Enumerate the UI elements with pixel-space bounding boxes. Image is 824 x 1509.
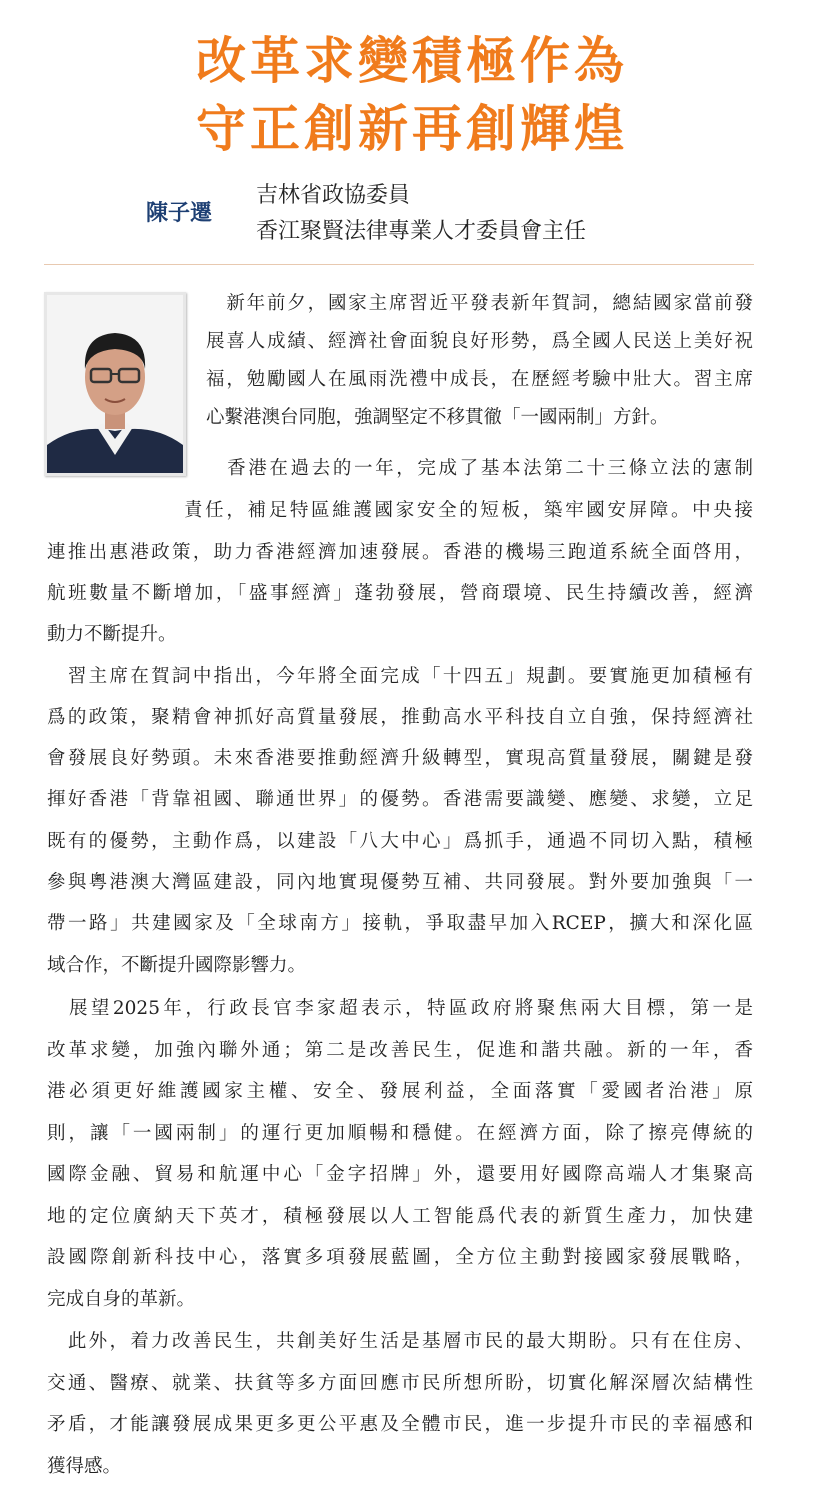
- body-line: 獲得感。: [47, 1456, 122, 1477]
- body-line: 揮好香港「背靠祖國、聯通世界」的優勢。香港需要識變、應變、求變，立足: [47, 789, 753, 810]
- body-line: 爲的政策，聚精會神抓好高質量發展，推動高水平科技自立自強，保持經濟社: [47, 707, 753, 728]
- body-line: 交通、醫療、就業、扶貧等多方面回應市民所想所盼，切實化解深層次結構性: [47, 1373, 753, 1394]
- author-name: 陳子遷: [146, 201, 213, 226]
- body-line: 航班數量不斷增加，「盛事經濟」蓬勃發展，營商環境、民生持續改善，經濟: [47, 583, 753, 604]
- body-line: 會發展良好勢頭。未來香港要推動經濟升級轉型，實現高質量發展，關鍵是發: [47, 748, 753, 769]
- author-photo: [44, 292, 186, 476]
- body-line: 帶一路」共建國家及「全球南方」接軌，爭取盡早加入RCEP，擴大和深化區: [47, 913, 753, 934]
- body-line: 福，勉勵國人在風雨洗禮中成長，在歷經考驗中壯大。習主席: [206, 369, 753, 390]
- header-divider: [44, 264, 754, 265]
- body-line: 展望2025年，行政長官李家超表示，特區政府將聚焦兩大目標，第一是: [47, 998, 753, 1019]
- body-line: 矛盾，才能讓發展成果更多更公平惠及全體市民，進一步提升市民的幸福感和: [47, 1414, 753, 1435]
- body-line: 香港在過去的一年，完成了基本法第二十三條立法的憲制: [206, 458, 753, 479]
- headline-line-2: 守正創新再創輝煌: [196, 100, 628, 158]
- author-role-2: 香江聚賢法律專業人才委員會主任: [256, 219, 587, 244]
- body-line: 連推出惠港政策，助力香港經濟加速發展。香港的機場三跑道系統全面啓用，: [47, 542, 753, 563]
- body-line: 地的定位廣納天下英才，積極發展以人工智能爲代表的新質生產力，加快建: [47, 1206, 753, 1227]
- author-role-1: 吉林省政協委員: [256, 183, 411, 208]
- portrait-image: [47, 295, 183, 473]
- body-line: 設國際創新科技中心，落實多項發展藍圖，全方位主動對接國家發展戰略，: [47, 1247, 753, 1268]
- body-line: 習主席在賀詞中指出，今年將全面完成「十四五」規劃。要實施更加積極有: [47, 666, 753, 687]
- body-line: 動力不斷提升。: [47, 624, 177, 645]
- headline-line-1: 改革求變積極作為: [196, 32, 628, 90]
- body-line: 參與粵港澳大灣區建設，同內地實現優勢互補、共同發展。對外要加強與「一: [47, 872, 753, 893]
- body-line: 新年前夕，國家主席習近平發表新年賀詞，總結國家當前發: [206, 293, 753, 314]
- body-line: 此外，着力改善民生，共創美好生活是基層市民的最大期盼。只有在住房、: [47, 1331, 753, 1352]
- body-line: 責任，補足特區維護國家安全的短板，築牢國安屏障。中央接: [184, 500, 753, 521]
- body-line: 展喜人成績、經濟社會面貌良好形勢，爲全國人民送上美好祝: [206, 331, 753, 352]
- body-line: 心繫港澳台同胞，強調堅定不移貫徹「一國兩制」方針。: [206, 407, 669, 428]
- body-line: 則，讓「一國兩制」的運行更加順暢和穩健。在經濟方面，除了擦亮傳統的: [47, 1123, 753, 1144]
- body-line: 港必須更好維護國家主權、安全、發展利益，全面落實「愛國者治港」原: [47, 1081, 753, 1102]
- body-line: 域合作，不斷提升國際影響力。: [47, 955, 307, 976]
- body-line: 既有的優勢，主動作爲，以建設「八大中心」爲抓手，通過不同切入點，積極: [47, 831, 753, 852]
- body-line: 完成自身的革新。: [47, 1289, 196, 1310]
- body-line: 國際金融、貿易和航運中心「金字招牌」外，還要用好國際高端人才集聚高: [47, 1164, 753, 1185]
- body-line: 改革求變，加強內聯外通；第二是改善民生，促進和諧共融。新的一年，香: [47, 1040, 753, 1061]
